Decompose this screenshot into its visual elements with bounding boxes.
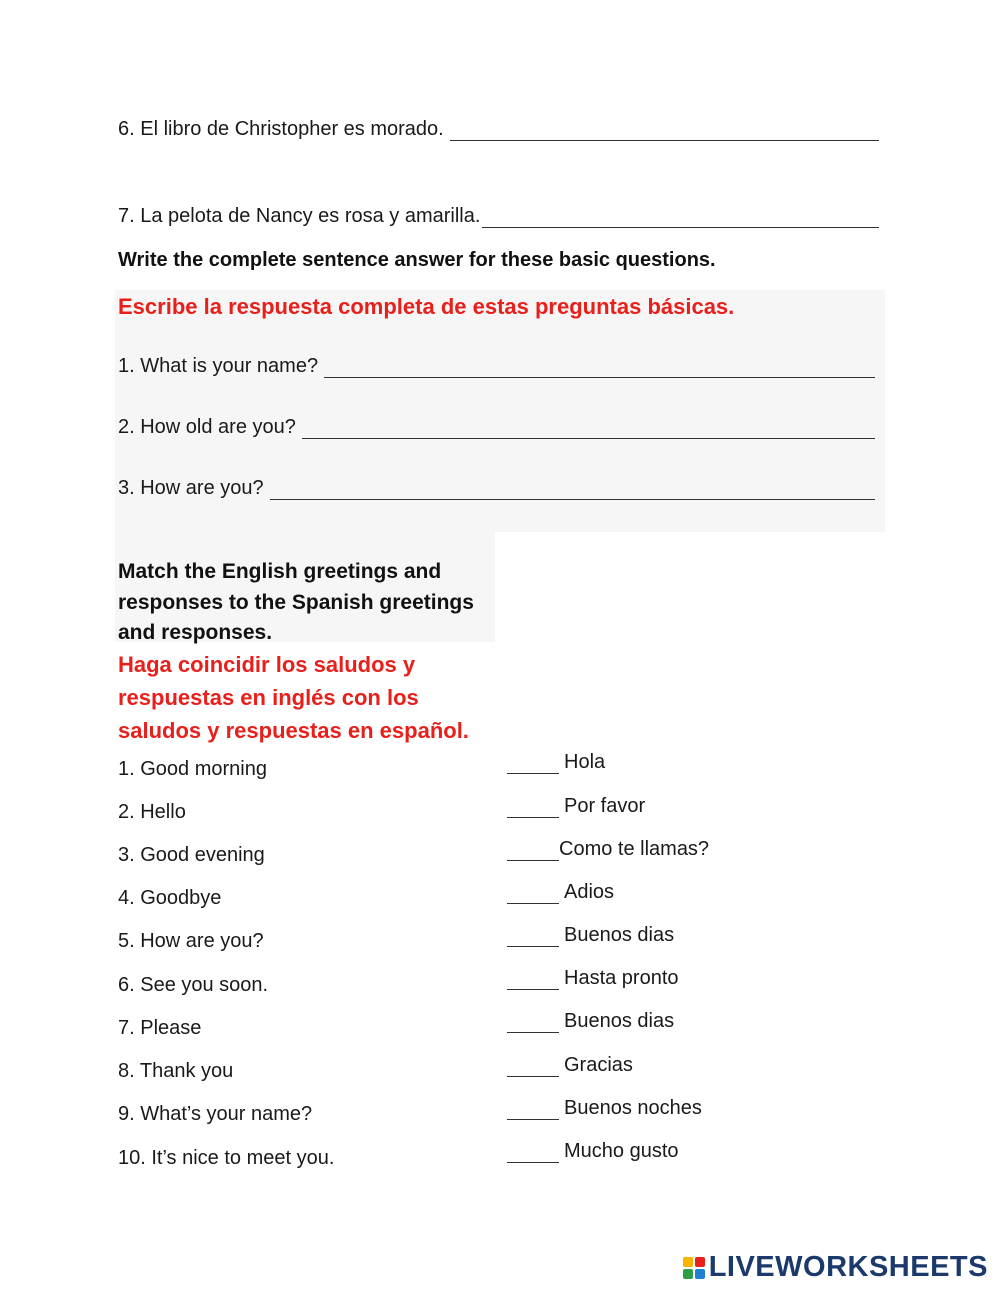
match-blank-4[interactable] xyxy=(507,885,559,904)
spanish-item-2-text: Por favor xyxy=(564,795,646,817)
question-2-answer-line[interactable] xyxy=(302,420,875,439)
match-blank-1[interactable] xyxy=(507,755,559,774)
spanish-item-1 xyxy=(507,751,605,774)
match-heading-es-line-3: saludos y respuestas en español. xyxy=(118,718,469,743)
spanish-item-3-text: Como te llamas? xyxy=(559,838,710,860)
spanish-item-8-text: Gracias xyxy=(564,1054,633,1076)
match-heading-es xyxy=(118,648,469,747)
english-item-1: 1. Good morning xyxy=(118,758,267,780)
english-item-8: 8. Thank you xyxy=(118,1060,234,1082)
sentence-7-answer-line[interactable] xyxy=(482,209,879,228)
match-blank-9[interactable] xyxy=(507,1101,559,1120)
spanish-item-7-text: Buenos dias xyxy=(564,1010,675,1032)
sentence-6 xyxy=(118,118,879,141)
match-heading-es-line-1: Haga coincidir los saludos y xyxy=(118,652,416,677)
english-item-3: 3. Good evening xyxy=(118,844,265,866)
match-blank-3[interactable] xyxy=(507,842,559,861)
match-blank-2[interactable] xyxy=(507,799,559,818)
spanish-item-3 xyxy=(507,838,709,861)
english-item-2: 2. Hello xyxy=(118,801,186,823)
question-1-answer-line[interactable] xyxy=(324,359,875,378)
english-item-5: 5. How are you? xyxy=(118,930,264,952)
sentence-7 xyxy=(118,205,879,228)
question-2-text: 2. How old are you? xyxy=(118,416,296,438)
match-blank-10[interactable] xyxy=(507,1144,559,1163)
spanish-item-8 xyxy=(507,1054,633,1077)
question-3 xyxy=(118,477,875,500)
question-1-text: 1. What is your name? xyxy=(118,355,319,377)
question-1 xyxy=(118,355,875,378)
spanish-item-9 xyxy=(507,1097,702,1120)
spanish-item-10 xyxy=(507,1140,679,1163)
match-heading-es-line-2: respuestas en inglés con los xyxy=(118,685,419,710)
liveworksheets-logo-icon xyxy=(683,1257,705,1279)
match-blank-5[interactable] xyxy=(507,928,559,947)
match-heading-en-line-3: and responses. xyxy=(118,621,273,644)
match-heading-en-line-1: Match the English greetings and xyxy=(118,560,442,583)
spanish-item-4-text: Adios xyxy=(564,881,615,903)
spanish-item-2 xyxy=(507,795,645,818)
english-item-9: 9. What’s your name? xyxy=(118,1103,313,1125)
liveworksheets-logo-text: LIVEWORKSHEETS xyxy=(708,1251,988,1283)
spanish-item-7 xyxy=(507,1010,674,1033)
match-heading-en-line-2: responses to the Spanish greetings xyxy=(118,590,474,614)
english-item-6: 6. See you soon. xyxy=(118,974,269,996)
spanish-item-9-text: Buenos noches xyxy=(564,1097,702,1119)
spanish-item-1-text: Hola xyxy=(564,751,606,773)
match-blank-8[interactable] xyxy=(507,1058,559,1077)
english-item-4: 4. Goodbye xyxy=(118,887,222,909)
spanish-item-10-text: Mucho gusto xyxy=(564,1140,679,1162)
match-heading-en xyxy=(118,557,474,649)
spanish-item-6 xyxy=(507,967,679,990)
spanish-item-5-text: Buenos dias xyxy=(564,924,675,946)
question-2 xyxy=(118,416,875,439)
questions-heading-en: Write the complete sentence answer for these basic questions. xyxy=(118,249,716,271)
sentence-6-text: 6. El libro de Christopher es morado. xyxy=(118,118,444,140)
spanish-item-4 xyxy=(507,881,614,904)
english-item-10: 10. It’s nice to meet you. xyxy=(118,1147,335,1169)
spanish-item-5 xyxy=(507,924,674,947)
questions-heading-es: Escribe la respuesta completa de estas preguntas básicas. xyxy=(118,294,735,319)
english-item-7: 7. Please xyxy=(118,1017,202,1039)
spanish-item-6-text: Hasta pronto xyxy=(564,967,679,989)
liveworksheets-logo xyxy=(683,1251,988,1284)
question-3-answer-line[interactable] xyxy=(270,481,875,500)
match-blank-6[interactable] xyxy=(507,971,559,990)
question-3-text: 3. How are you? xyxy=(118,477,264,499)
match-blank-7[interactable] xyxy=(507,1014,559,1033)
sentence-7-text: 7. La pelota de Nancy es rosa y amarilla. xyxy=(118,205,481,227)
sentence-6-answer-line[interactable] xyxy=(450,122,879,141)
